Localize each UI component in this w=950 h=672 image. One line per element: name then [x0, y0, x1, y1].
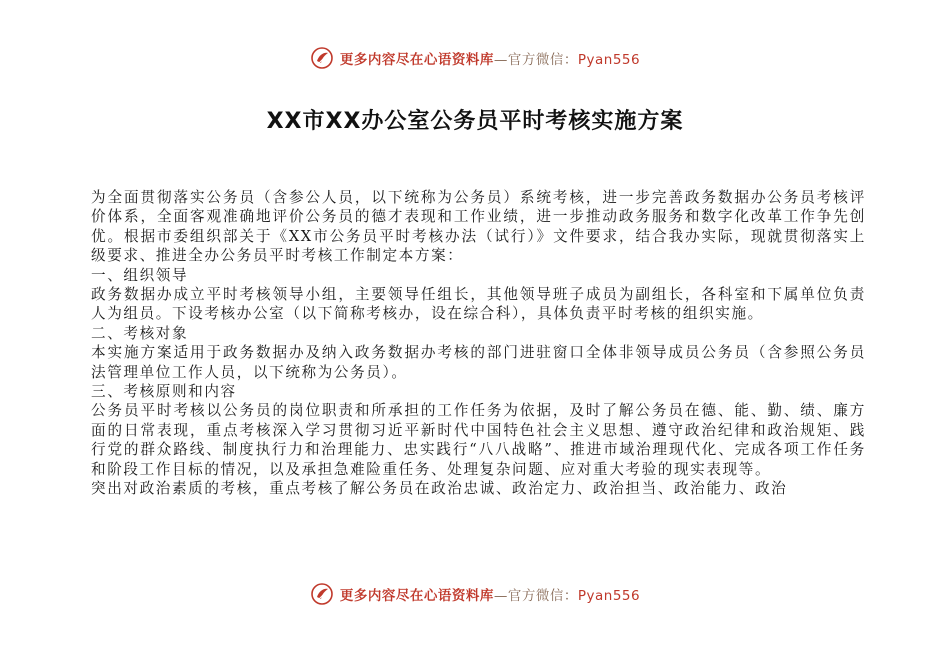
paragraph-intro: 为全面贯彻落实公务员（含参公人员，以下统称为公务员）系统考核，进一步完善政务数据办公务员考核评价体系，全面客观准确地评价公务员的德才表现和工作业绩，进一步推动政务服务和数字化改革工作争先创优。根据市委组织部关于《XX市公务员平时考核办法（试行）》文件要求，结合我办实际，现就贯彻落实上级要求、推进全办公务员平时考核工作制定本方案：	[91, 189, 866, 265]
paragraph-principles: 公务员平时考核以公务员的岗位职责和所承担的工作任务为依据，及时了解公务员在德、能、勤、绩、廉方面的日常表现，重点考核深入学习贯彻习近平新时代中国特色社会主义思想、遵守政治纪律和政治规矩、践行党的群众路线、制度执行力和治理能力、忠实践行“八八战略”、推进市域治理现代化、完成各项工作任务和阶段工作目标的情况，以及承担急难险重任务、处理复杂问题、应对重大考验的现实表现等。	[91, 402, 866, 478]
watermark-header	[0, 44, 950, 72]
watermark-brand: 更多内容尽在心语资料库	[339, 52, 494, 68]
watermark-text	[340, 48, 640, 68]
watermark-separator: —	[493, 588, 508, 604]
watermark-id: Pyan556	[577, 52, 641, 68]
section-heading-principles: 三、考核原则和内容	[91, 383, 237, 401]
watermark-brand: 更多内容尽在心语资料库	[339, 588, 494, 604]
paragraph-targets: 本实施方案适用于政务数据办及纳入政务数据办考核的部门进驻窗口全体非领导成员公务员（含参照公务员法管理单位工作人员，以下统称为公务员）。	[91, 344, 866, 381]
watermark-footer	[0, 580, 950, 608]
watermark-text	[340, 584, 640, 604]
document-title: XX市XX办公室公务员平时考核实施方案	[266, 109, 684, 134]
paragraph-political-quality: 突出对政治素质的考核，重点考核了解公务员在政治忠诚、政治定力、政治担当、政治能力、政治	[91, 480, 788, 498]
watermark-label: 官方微信：	[507, 52, 578, 68]
section-heading-organization: 一、组织领导	[91, 266, 189, 284]
watermark-id: Pyan556	[577, 588, 641, 604]
watermark-label: 官方微信：	[507, 588, 578, 604]
watermark-separator: —	[493, 52, 508, 68]
paragraph-organization: 政务数据办成立平时考核领导小组，主要领导任组长，其他领导班子成员为副组长，各科室和下属单位负责人为组员。下设考核办公室（以下简称考核办，设在综合科），具体负责平时考核的组织实施。	[91, 286, 866, 323]
brand-logo-icon	[310, 582, 334, 606]
section-heading-targets: 二、考核对象	[91, 324, 189, 342]
document-body	[91, 188, 866, 499]
brand-logo-icon	[310, 46, 334, 70]
